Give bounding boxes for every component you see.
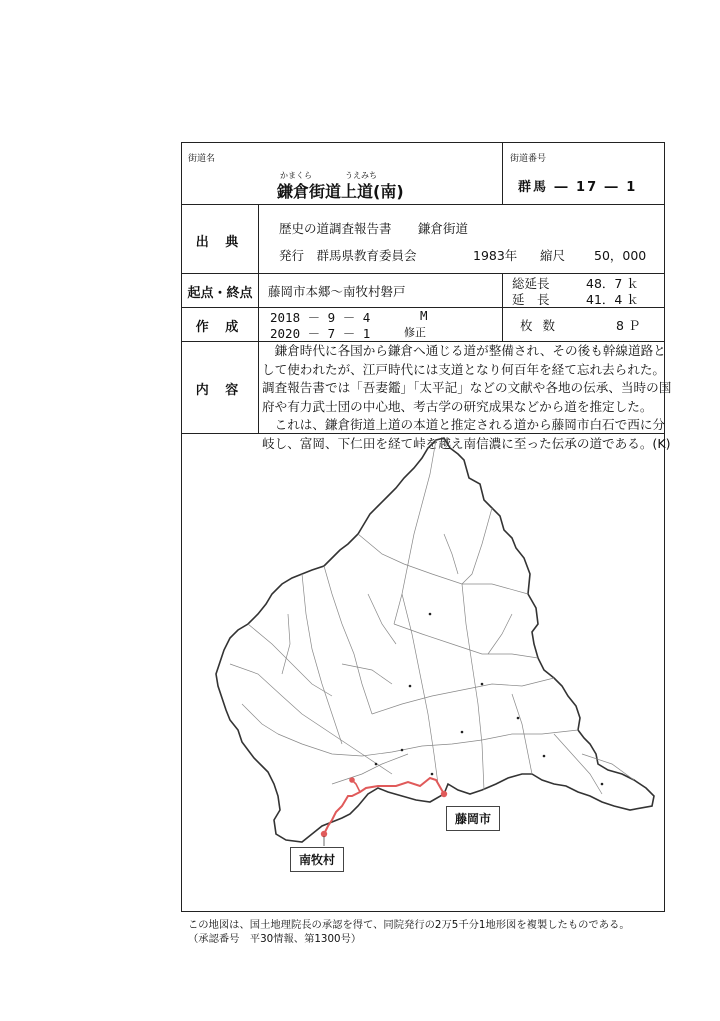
- length: 41．4 ｋ: [586, 292, 639, 307]
- prefecture-outline: [216, 438, 654, 842]
- ruby-uemichi: うえみち: [345, 171, 377, 180]
- route-title: 鎌倉街道上道(南): [277, 182, 404, 201]
- route-branch-marker: [349, 777, 355, 783]
- content-label: 内 容: [195, 383, 245, 398]
- content-line: して使われたが、江戸時代には支道となり何百年を経て忘れ去られた。: [262, 361, 665, 377]
- publication-year: 1983年: [473, 248, 518, 263]
- revised-mark: 修正: [404, 326, 426, 339]
- content-line: 岐し、富岡、下仁田を経て峠を越え南信濃に至った伝承の道である。(K): [262, 435, 671, 451]
- content-line: これは、鎌倉街道上道の本道と推定される道から藤岡市白石で西に分: [274, 417, 665, 432]
- route-form: [181, 142, 672, 912]
- source-title: 歴史の道調査報告書: [279, 221, 392, 236]
- scale-label: 縮尺: [540, 248, 566, 263]
- route-name-label: 街道名: [188, 154, 216, 164]
- content-line: 府や有力武士団の中心地、考古学の研究成果などから道を推定した。: [262, 398, 653, 414]
- divider: [502, 143, 503, 204]
- created-mark: M: [420, 308, 428, 323]
- endpoints-value: 藤岡市本郷～南牧村磐戸: [268, 284, 406, 299]
- municipal-centers: [375, 613, 604, 786]
- scale-value: 50，000: [594, 248, 647, 263]
- divider: [182, 204, 664, 205]
- divider: [258, 204, 259, 433]
- publisher: 発行 群馬県教育委員会: [279, 248, 417, 263]
- route-number: 群馬 ― 17 ― 1: [518, 180, 638, 195]
- total-length: 48．7 ｋ: [586, 276, 639, 291]
- ruby-kamakura: かまくら: [280, 171, 312, 180]
- created-label: 作 成: [195, 320, 245, 335]
- pages-value: 8 Ｐ: [616, 318, 641, 333]
- pages-label: 枚 数: [520, 318, 558, 333]
- route-number-label: 街道番号: [510, 154, 547, 164]
- route-line: [324, 778, 444, 834]
- content-line: 調査報告書では「吾妻鑑」「太平記」などの文献や各地の伝承、当時の国: [262, 380, 672, 395]
- gunma-map: [182, 434, 671, 910]
- fujioka-label: 藤岡市: [446, 806, 500, 831]
- divider: [502, 273, 503, 341]
- nanmoku-label: 南牧村: [290, 847, 344, 872]
- source-subtitle: 鎌倉街道: [418, 221, 469, 236]
- length-label: 延 長: [512, 292, 550, 307]
- revised-date: 2020 － 7 － 1: [270, 326, 371, 341]
- source-label: 出 典: [195, 235, 245, 250]
- route-start-marker: [441, 791, 447, 797]
- footer-approval: （承認番号 平30情報、第1300号）: [188, 933, 362, 945]
- municipal-boundaries: [230, 440, 634, 794]
- endpoints-label: 起点・終点: [187, 286, 253, 301]
- created-date: 2018 － 9 － 4: [270, 310, 371, 325]
- footer-notice: この地図は、国土地理院長の承認を得て、同院発行の2万5千分1地形図を複製したものである。: [188, 919, 630, 931]
- content-line: 鎌倉時代に各国から鎌倉へ通じる道が整備され、その後も幹線道路と: [274, 343, 666, 358]
- total-length-label: 総延長: [512, 276, 550, 291]
